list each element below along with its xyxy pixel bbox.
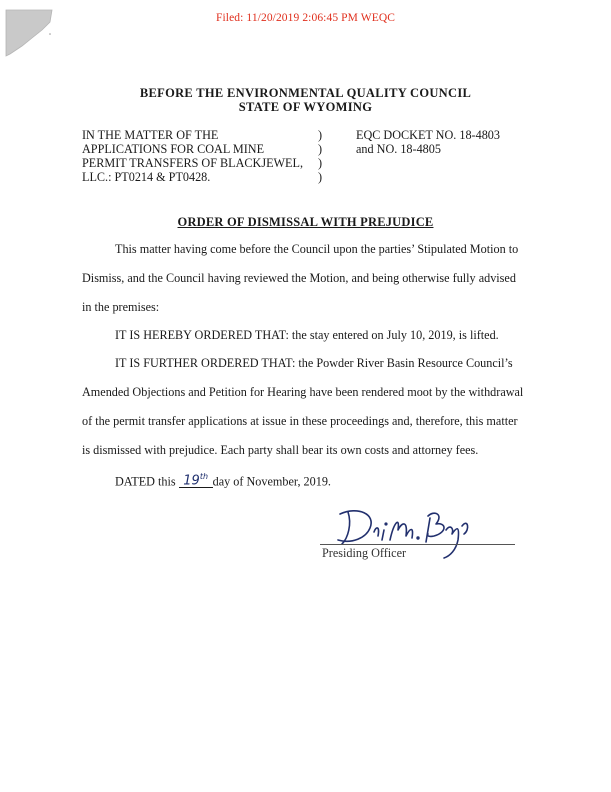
state-heading: STATE OF WYOMING	[238, 100, 373, 114]
caption-line: LLC.: PT0214 & PT0428.	[82, 170, 211, 184]
caption-line: APPLICATIONS FOR COAL MINE	[82, 142, 265, 156]
body-text-line: This matter having come before the Council upon the parties’ Stipulated Motion to	[115, 242, 519, 256]
council-heading: BEFORE THE ENVIRONMENTAL QUALITY COUNCIL	[139, 86, 472, 100]
caption-paren: )	[318, 128, 323, 142]
case-caption-left	[82, 128, 317, 184]
docket-number	[356, 128, 556, 156]
body-text-line: Dismiss, and the Council having reviewed the Motion, and being otherwise fully advised	[82, 271, 516, 285]
filed-stamp: Filed: 11/20/2019 2:06:45 PM WEQC	[215, 12, 395, 24]
docket-line: and NO. 18-4805	[356, 142, 441, 156]
dated-suffix: day of November, 2019.	[212, 474, 331, 489]
body-text-line: is dismissed with prejudice. Each party shall bear its own costs and attorney fees.	[82, 443, 479, 457]
caption-paren: )	[318, 156, 323, 170]
signature-label: Presiding Officer	[322, 546, 407, 560]
docket-line: EQC DOCKET NO. 18-4803	[356, 128, 500, 142]
handwritten-day: 19th	[179, 471, 213, 488]
body-text-line: in the premises:	[82, 300, 160, 314]
signature-line	[320, 544, 515, 545]
dated-prefix: DATED this	[115, 474, 179, 489]
body-text-line: of the permit transfer applications at issue in these proceedings and, therefore, this matter	[82, 414, 518, 428]
caption-paren: )	[318, 170, 323, 184]
caption-line: IN THE MATTER OF THE	[82, 128, 219, 142]
dated-line	[115, 472, 331, 489]
caption-paren: )	[318, 142, 323, 156]
body-text-line: IT IS HEREBY ORDERED THAT: the stay entered on July 10, 2019, is lifted.	[115, 328, 499, 342]
caption-line: PERMIT TRANSFERS OF BLACKJEWEL,	[82, 156, 303, 170]
body-text-line: Amended Objections and Petition for Hearing have been rendered moot by the withdrawal	[82, 385, 524, 399]
body-text-line: IT IS FURTHER ORDERED THAT: the Powder River Basin Resource Council’s	[115, 356, 513, 370]
order-title: ORDER OF DISMISSAL WITH PREJUDICE	[177, 215, 434, 229]
caption-parentheses	[318, 128, 330, 184]
